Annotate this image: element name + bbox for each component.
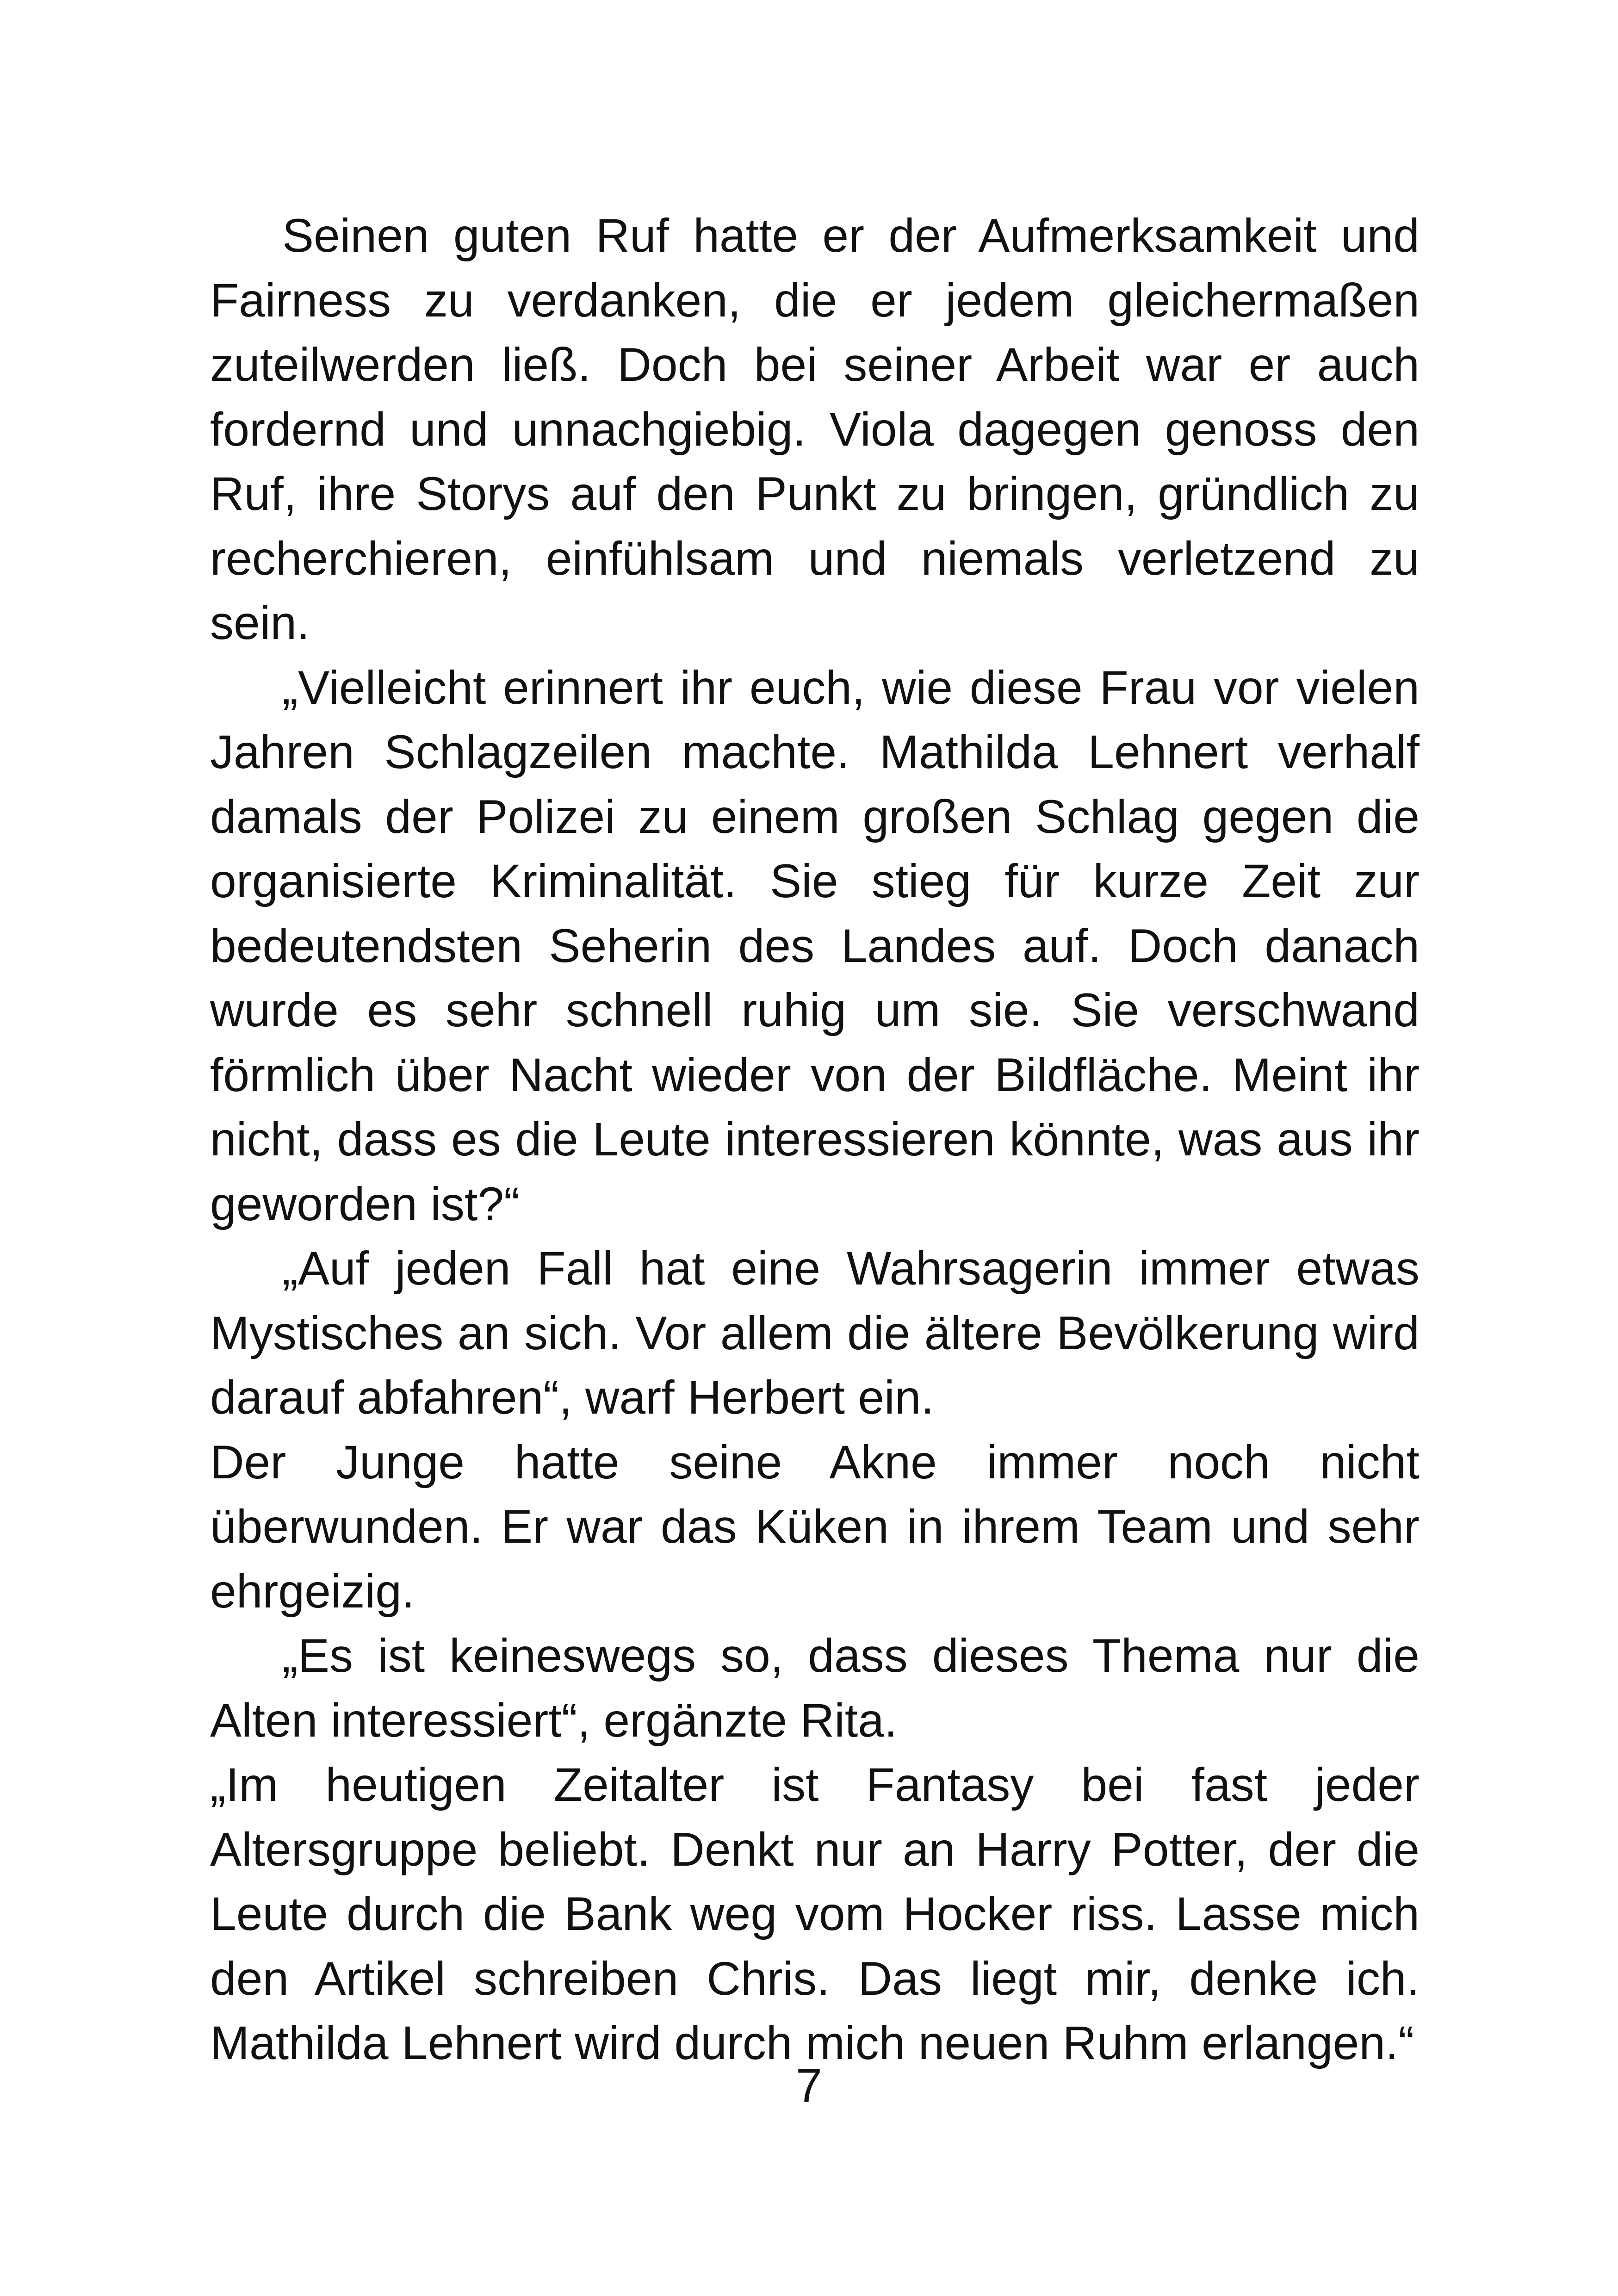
paragraph-4: Der Junge hatte seine Akne immer noch nicht überwunden. Er war das Küken in ihrem Team und sehr ehrgeizig. (210, 1435, 1420, 1618)
body-text (210, 204, 1420, 2076)
paragraph-3: „Auf jeden Fall hat eine Wahrsagerin immer etwas Mystisches an sich. Vor allem die ältere Bevölkerung wird darauf abfahren“, warf Herbert ein. (210, 1242, 1420, 1424)
paragraph-6: „Im heutigen Zeitalter ist Fantasy bei fast jeder Altersgruppe beliebt. Denkt nur an Harry Potter, der die Leute durch die Bank weg vom Hocker riss. Lasse mich den Artikel schreiben Chris. Das liegt mir, denke ich. Mathilda Lehnert wird durch mich neuen Ruhm erlangen.“ (210, 1758, 1420, 2069)
paragraph-5: „Es ist keineswegs so, dass dieses Thema nur die Alten interessiert“, ergänzte Rita. (210, 1629, 1420, 1747)
paragraph-1: Seinen guten Ruf hatte er der Aufmerksamkeit und Fairness zu verdanken, die er jedem gleichermaßen zuteilwerden ließ. Doch bei seiner Arbeit war er auch fordernd und unnachgiebig. Viola dagegen genoss den Ruf, ihre Storys auf den Punkt zu bringen, gründlich zu recherchieren, einfühlsam und niemals verletzend zu sein. (210, 209, 1420, 649)
paragraph-2: „Vielleicht erinnert ihr euch, wie diese Frau vor vielen Jahren Schlagzeilen machte. Mathilda Lehnert verhalf damals der Polizei zu einem großen Schlag gegen die organisierte Kriminalität. Sie stieg für kurze Zeit zur bedeutendsten Seherin des Landes auf. Doch danach wurde es sehr schnell ruhig um sie. Sie verschwand förmlich über Nacht wieder von der Bildfläche. Meint ihr nicht, dass es die Leute interessieren könnte, was aus ihr geworden ist?“ (210, 661, 1420, 1230)
page-number: 7 (796, 2059, 822, 2112)
